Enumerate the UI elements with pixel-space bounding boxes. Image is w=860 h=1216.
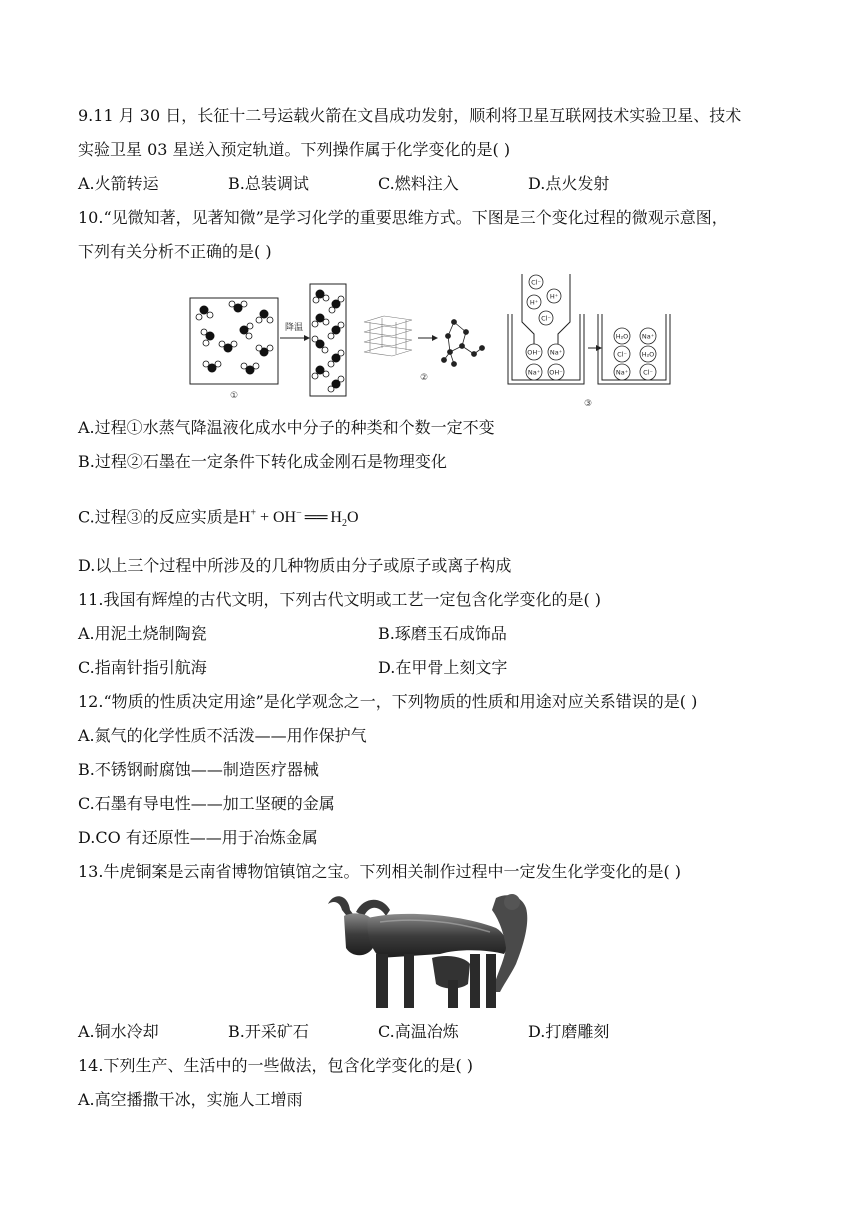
water-vapor-molecules (196, 301, 273, 375)
q13-option-d: D.打磨雕刻 (528, 1022, 610, 1041)
eq-h-charge: + (250, 508, 256, 519)
liquid-water-molecules (312, 290, 344, 393)
ion-label: Cl⁻ (541, 314, 551, 323)
ionic-equation (238, 508, 359, 530)
ion-label: Cl⁻ (617, 350, 627, 359)
q10-option-c (78, 504, 359, 535)
q9-option-d: D.点火发射 (528, 174, 610, 193)
q9-option-c: C.燃料注入 (378, 174, 459, 193)
neutralization-beaker (508, 274, 584, 384)
label-process-3: ③ (583, 399, 593, 409)
q11-option-d: D.在甲骨上刻文字 (378, 658, 508, 677)
eq-equals: ══ (304, 509, 328, 527)
q12-option-b: B.不锈钢耐腐蚀——制造医疗器械 (78, 760, 319, 779)
ion-label: Cl⁻ (643, 368, 653, 377)
bronze-ox-tiger-table-image (320, 888, 540, 1012)
q9-option-b: B.总装调试 (228, 174, 309, 193)
q11-option-b: B.琢磨玉石成饰品 (378, 624, 507, 643)
ion-label: Cl⁻ (531, 278, 541, 287)
q11-stem: 11.我国有辉煌的古代文明，下列古代文明或工艺一定包含化学变化的是( ) (78, 590, 602, 609)
q13-option-b: B.开采矿石 (228, 1022, 309, 1041)
q13-option-a: A.铜水冷却 (78, 1022, 159, 1041)
label-process-1: ① (229, 391, 239, 401)
q9-stem-line1: 9.11 月 30 日，长征十二号运载火箭在文昌成功发射，顺利将卫星互联网技术实验卫星、技术 (78, 106, 742, 125)
q13-stem: 13.牛虎铜案是云南省博物馆镇馆之宝。下列相关制作过程中一定发生化学变化的是( ) (78, 862, 682, 881)
eq-h2o-h: H (330, 509, 342, 527)
q14-stem: 14.下列生产、生活中的一些做法，包含化学变化的是( ) (78, 1056, 474, 1075)
eq-h: H (238, 509, 251, 527)
graphite-structure (364, 316, 412, 356)
ion-label: Na⁺ (615, 368, 629, 377)
q9-option-a: A.火箭转运 (78, 174, 159, 193)
ion-label: H⁺ (549, 292, 559, 301)
ion-label: H₂O (641, 350, 655, 359)
q10-option-d: D.以上三个过程中所涉及的几种物质由分子或原子或离子构成 (78, 556, 512, 575)
label-cooling: 降温 (284, 323, 304, 333)
eq-oh: OH (273, 509, 297, 527)
q10-option-b: B.过程②石墨在一定条件下转化成金刚石是物理变化 (78, 452, 447, 471)
q12-stem: 12.“物质的性质决定用途”是化学观念之一，下列物质的性质和用途对应关系错误的是( ) (78, 692, 698, 711)
q12-option-a: A.氮气的化学性质不活泼——用作保护气 (78, 726, 367, 745)
q10-stem-line2: 下列有关分析不正确的是( ) (78, 242, 272, 261)
ion-label: Na⁺ (641, 332, 655, 341)
label-process-2: ② (419, 373, 429, 383)
q10-stem-line1: 10.“见微知著，见著知微”是学习化学的重要思维方式。下图是三个变化过程的微观示意图， (78, 208, 728, 227)
q14-option-a: A.高空播撒干冰，实施人工增雨 (78, 1090, 303, 1109)
ion-label: Na⁺ (527, 368, 541, 377)
q13-option-c: C.高温冶炼 (378, 1022, 459, 1041)
ion-label: H₂O (615, 332, 629, 341)
q11-option-a: A.用泥土烧制陶瓷 (78, 624, 207, 643)
microscopic-diagram-figure (186, 270, 676, 410)
ion-label: OH⁻ (527, 348, 541, 357)
eq-plus: + (255, 509, 273, 527)
eq-oh-charge: − (296, 508, 302, 519)
ion-label: Na⁺ (549, 348, 563, 357)
q10-option-a: A.过程①水蒸气降温液化成水中分子的种类和个数一定不变 (78, 418, 495, 437)
q12-option-d: D.CO 有还原性——用于冶炼金属 (78, 828, 318, 847)
ion-label: OH⁻ (549, 368, 563, 377)
q9-stem-line2: 实验卫星 03 星送入预定轨道。下列操作属于化学变化的是( ) (78, 140, 511, 159)
diamond-structure (442, 320, 485, 367)
q10-option-c-prefix: C.过程③的反应实质是 (78, 507, 239, 527)
q11-option-c: C.指南针指引航海 (78, 658, 207, 677)
eq-h2o-sub: 2 (341, 518, 347, 530)
q12-option-c: C.石墨有导电性——加工坚硬的金属 (78, 794, 335, 813)
product-beaker (598, 314, 670, 384)
ion-label: H⁺ (529, 298, 539, 307)
eq-h2o-o: O (346, 509, 359, 527)
